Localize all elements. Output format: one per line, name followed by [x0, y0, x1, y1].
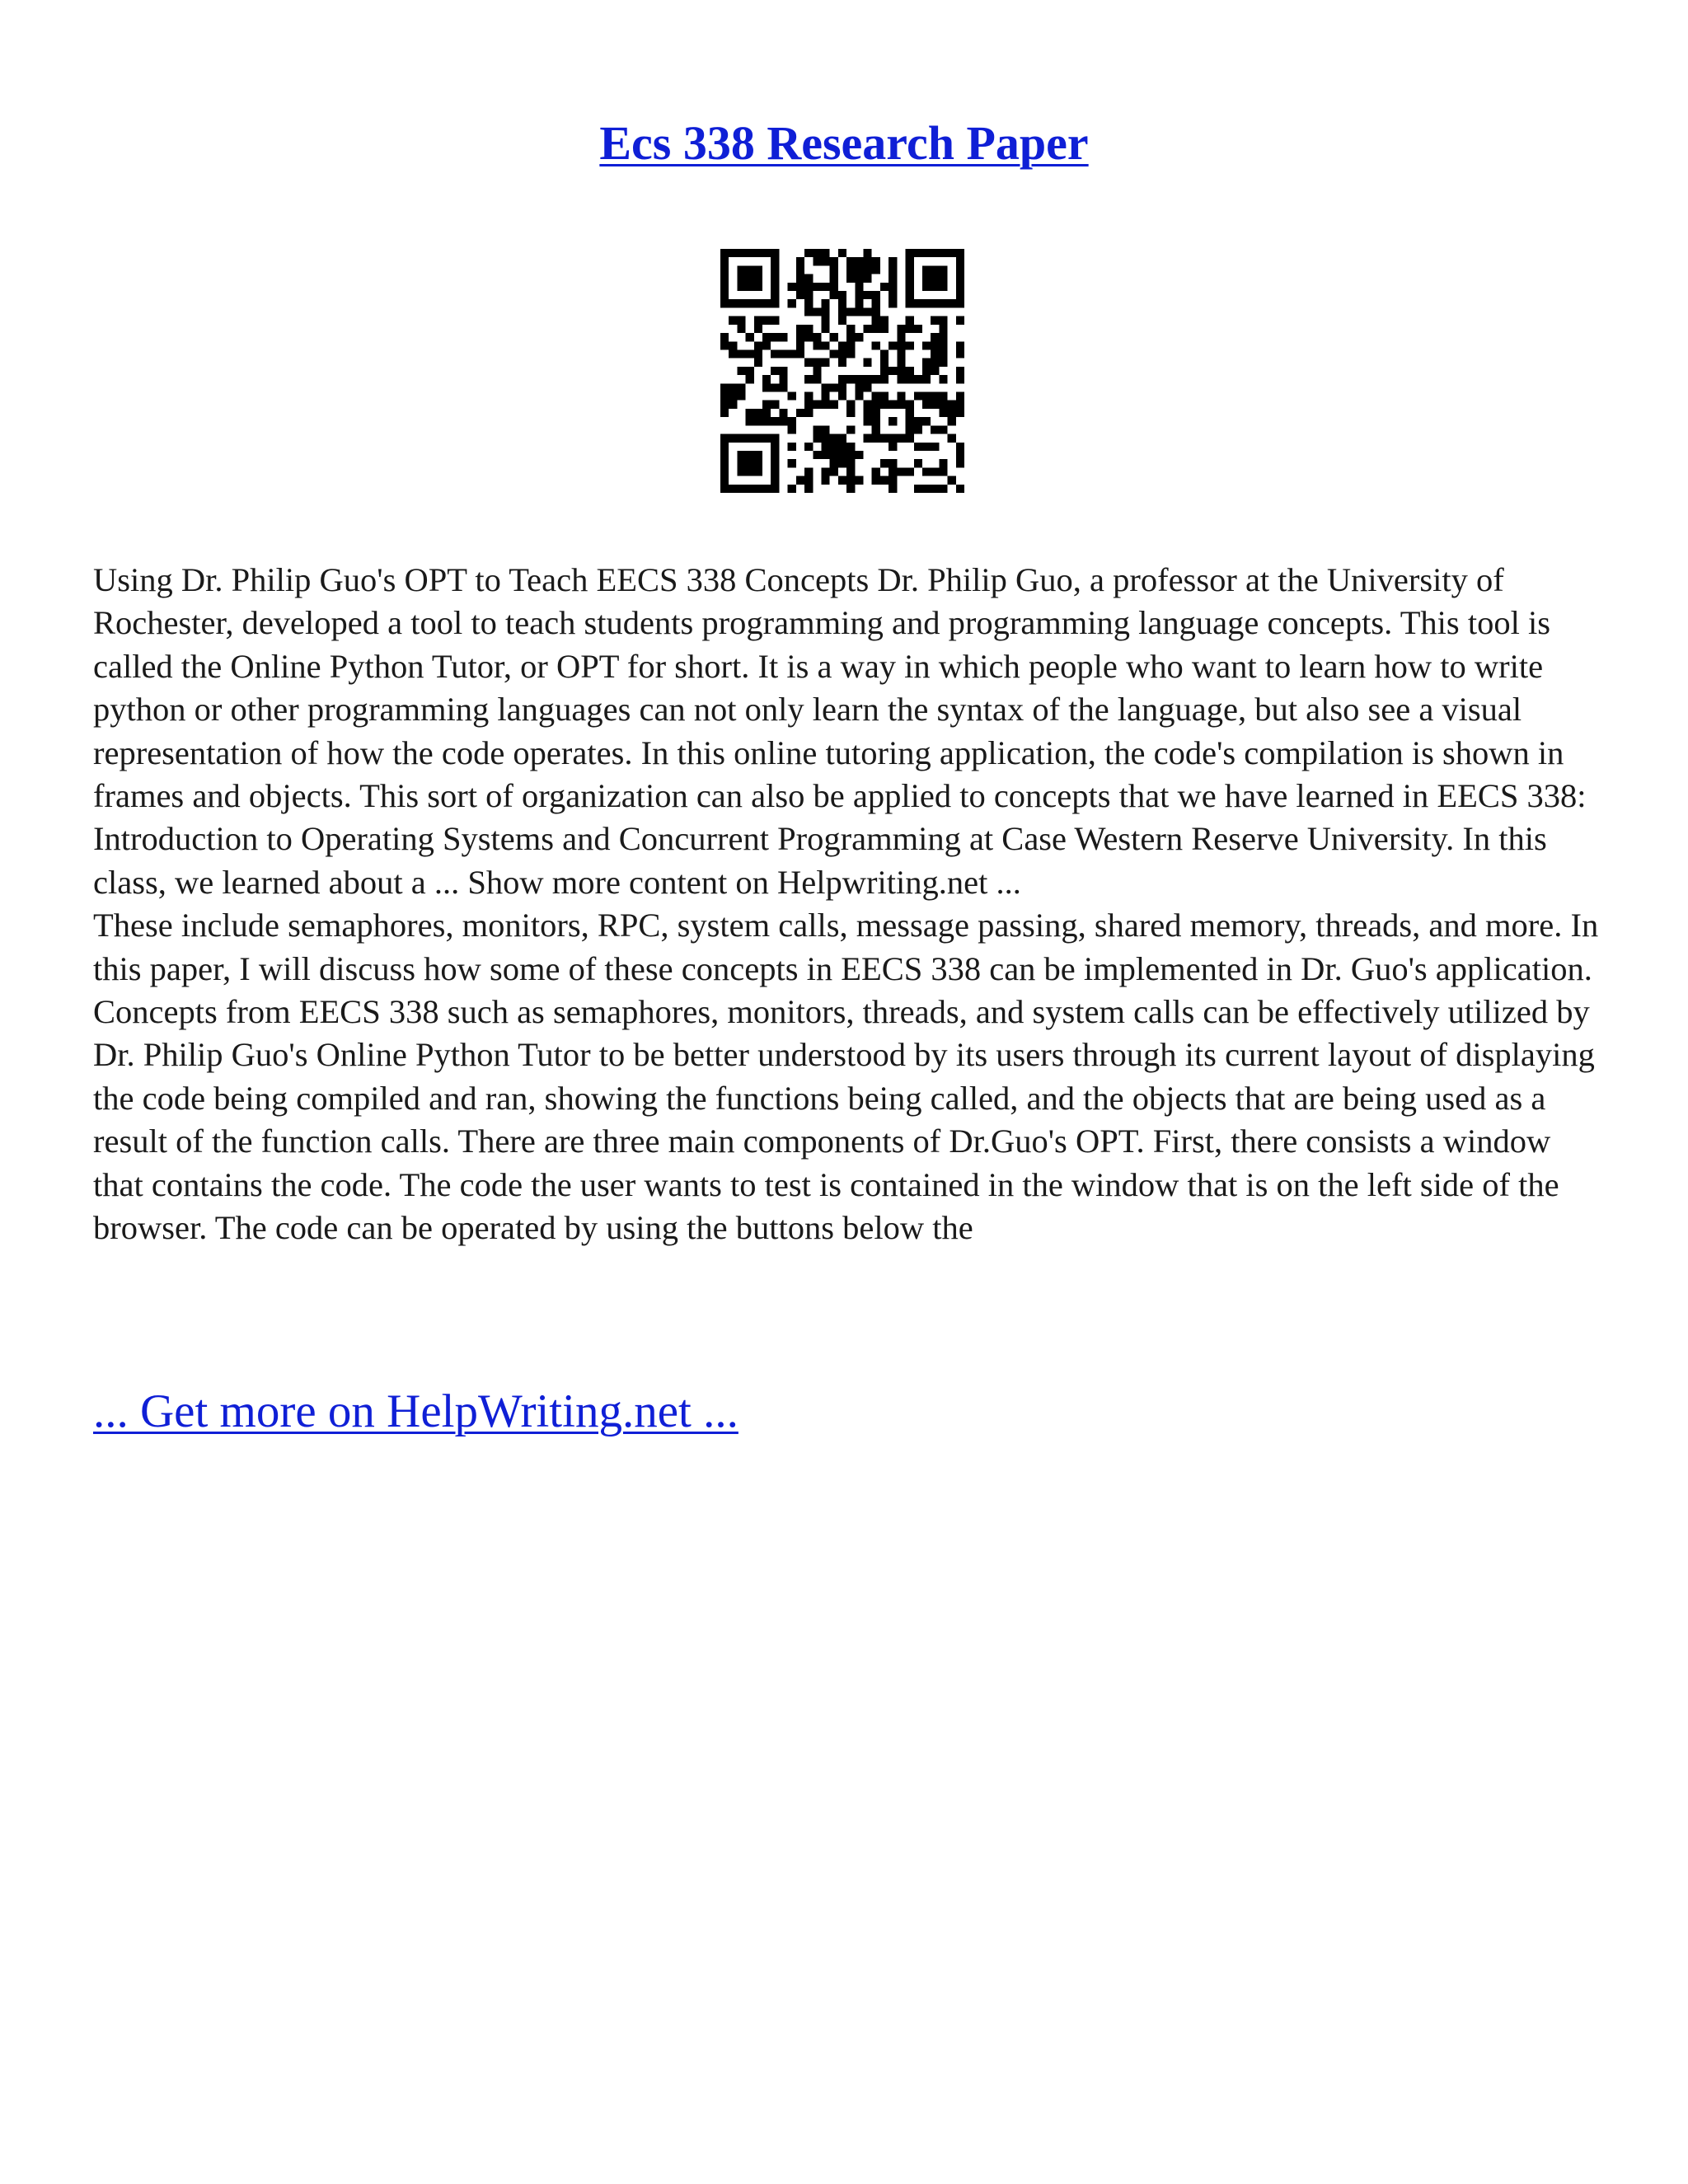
qr-code-icon [720, 249, 964, 493]
get-more-link[interactable]: ... Get more on HelpWriting.net ... [93, 1385, 738, 1437]
paragraph-2: These include semaphores, monitors, RPC, system calls, message passing, shared memory, threads, and more. In this paper, I will discuss how some of these concepts in EECS 338 can be implemented in Dr. Guo's application. Concepts from EECS 338 such as semaphores, monitors, threads, and system calls can be effectively utilized by Dr. Philip Guo's Online Python Tutor to be better understood by its users through its current layout of displaying the code being compiled and ran, showing the functions being called, and the objects that are being used as a result of the function calls. There are three main components of Dr.Guo's OPT. First, there consists a window that contains the code. The code the user wants to test is contained in the window that is on the left side of the browser. The code can be operated by using the buttons below the [93, 907, 1599, 1247]
title-link[interactable]: Ecs 338 Research Paper [599, 116, 1089, 170]
page-title [0, 115, 1688, 171]
qr-code-image [720, 249, 964, 493]
more-link-container [93, 1385, 738, 1438]
article-body [93, 559, 1601, 1250]
paragraph-1: Using Dr. Philip Guo's OPT to Teach EECS 338 Concepts Dr. Philip Guo, a professor at the University of Rochester, developed a tool to teach students programming and programming language concepts. This tool is called the Online Python Tutor, or OPT for short. It is a way in which people who want to learn how to write python or other programming languages can not only learn the syntax of the language, but also see a visual representation of how the code operates. In this online tutoring application, the code's compilation is shown in frames and objects. This sort of organization can also be applied to concepts that we have learned in EECS 338: Introduction to Operating Systems and Concurrent Programming at Case Western Reserve University. In this class, we learned about a ... Show more content on Helpwriting.net ... [93, 561, 1587, 901]
